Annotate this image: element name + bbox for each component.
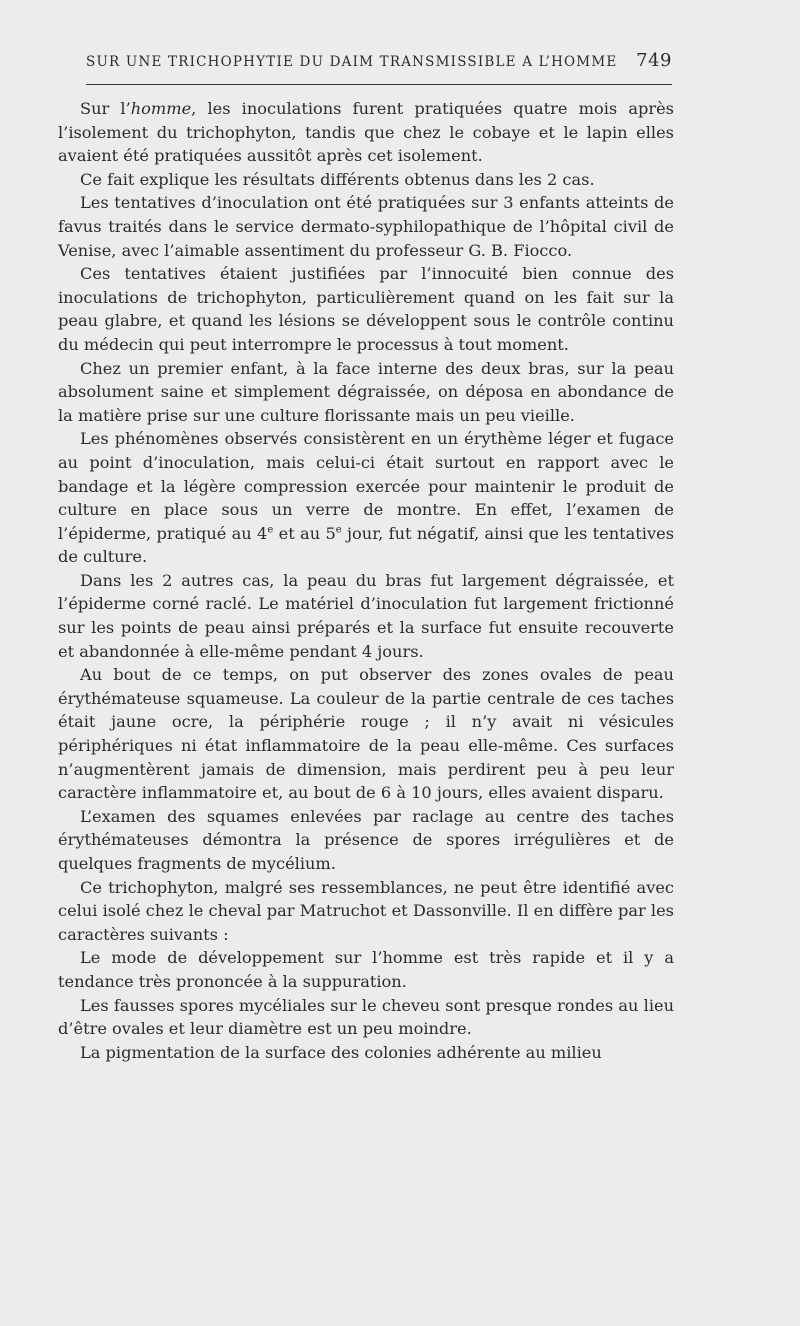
paragraph-5: Chez un premier enfant, à la face interne des deux bras, sur la peau absolument saine et simplement dégraissée, on déposa en abondance de la matière prise sur une culture florissante mais un peu vieille. [58, 358, 674, 425]
paragraph-13: La pigmentation de la surface des colonies adhérente au milieu [80, 1042, 602, 1062]
paragraph-11: Le mode de développement sur l’homme est très rapide et il y a tendance très prononcée à la suppuration. [58, 948, 674, 991]
paragraph-2: Ce fait explique les résultats différents obtenus dans les 2 cas. [80, 169, 595, 189]
paragraph-8: Au bout de ce temps, on put observer des zones ovales de peau érythémateuse squameuse. La couleur de la partie centrale de ces taches était jaune ocre, la périphérie rouge ; il n’y avait ni vésicules périphériques ni état inflammatoire de la peau elle-même. Ces surfaces n’augmentèrent jamais de dimension, mais perdirent peu à peu leur caractère inflammatoire et, au bout de 6 à 10 jours, elles avaient disparu. [58, 665, 674, 803]
paragraph-9: L’examen des squames enlevées par raclage au centre des taches érythémateuses démontra la présence de spores irrégulières et de quelques fragments de mycélium. [58, 806, 674, 873]
page-number: 749 [636, 50, 672, 71]
running-head [86, 50, 672, 74]
paragraph-10: Ce trichophyton, malgré ses ressemblances, ne peut être identifié avec celui isolé chez le cheval par Matruchot et Dassonville. Il en diffère par les caractères suivants : [58, 877, 674, 944]
paragraph-4: Ces tentatives étaient justifiées par l’innocuité bien connue des inoculations de trichophyton, particulièrement quand on les fait sur la peau glabre, et quand les lésions se développent sous le contrôle continu du médecin qui peut interrompre le processus à tout moment. [58, 264, 674, 354]
body-text [58, 97, 674, 1064]
paragraph-12: Les fausses spores mycéliales sur le cheveu sont presque rondes au lieu d’être ovales et leur diamètre est un peu moindre. [58, 995, 674, 1039]
emphasis-homme: homme [130, 99, 192, 118]
running-title: SUR UNE TRICHOPHYTIE DU DAIM TRANSMISSIBLE A L’HOMME [86, 54, 618, 70]
paragraph-7: Dans les 2 autres cas, la peau du bras fut largement dégraissée, et l’épiderme corné raclé. Le matériel d’inoculation fut largement frictionné sur les points de peau ainsi préparés et la surface fut ensuite recouverte et abandonnée à elle-même pendant 4 jours. [58, 570, 674, 661]
paragraph-3: Les tentatives d’inoculation ont été pratiquées sur 3 enfants atteints de favus traités dans le service dermato-syphilopathique de l’hôpital civil de Venise, avec l’aimable assentiment du professeur G. B. Fiocco. [58, 193, 674, 260]
header-rule [86, 84, 672, 85]
paragraph-6: Les phénomènes observés consistèrent en un érythème léger et fugace au point d’inoculation, mais celui-ci était surtout en rapport avec le bandage et la légère compression exercée pour maintenir le produit de culture en place sous un verre de montre. En effet, l’examen de l’épiderme, pratiqué au 4e et au 5e jour, fut négatif, ainsi que les tentatives de culture. [58, 429, 675, 567]
paragraph-1: Sur l’homme, les inoculations furent pratiquées quatre mois après l’isolement du trichophyton, tandis que chez le cobaye et le lapin elles avaient été pratiquées aussitôt après cet isolement. [58, 99, 674, 166]
